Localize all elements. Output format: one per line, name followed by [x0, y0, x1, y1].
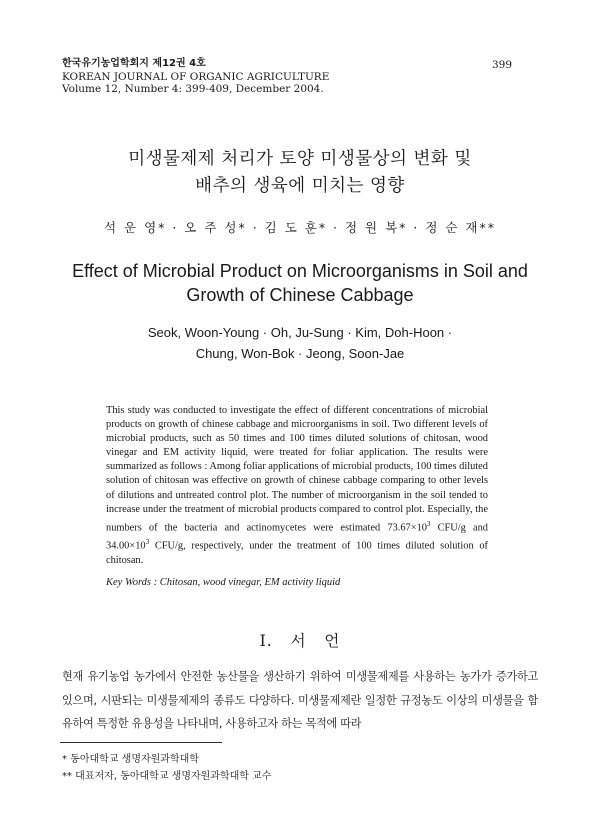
authors-english [0, 322, 600, 364]
abstract [106, 404, 488, 568]
abstract-sup2: 3 [145, 538, 150, 547]
abstract-part2: CFU/g and 34.00×10 [106, 522, 488, 552]
footnote-corresponding-author: ** 대표저자, 동아대학교 생명자원과학대학 교수 [62, 771, 272, 782]
title-korean-line2: 배추의 생육에 미치는 영향 [195, 176, 405, 196]
journal-volume-info: Volume 12, Number 4: 399-409, December 2004. [62, 83, 324, 95]
authors-english-line1: Seok, Woon-Young · Oh, Ju-Sung · Kim, Doh-Hoon · [147, 325, 453, 340]
journal-korean-name: 한국유기농업학회지 제12권 4호 [62, 58, 206, 69]
abstract-sup1: 3 [426, 519, 431, 528]
section-number: Ⅰ. [259, 632, 273, 650]
section-title: 서 언 [290, 632, 341, 650]
authors-english-line2: Chung, Won-Bok · Jeong, Soon-Jae [195, 346, 405, 361]
title-korean-line1: 미생물제제 처리가 토양 미생물상의 변화 및 [128, 149, 472, 169]
abstract-part1: This study was conducted to investigate the effect of different concentrations of microbial products on growth of chinese cabbage and microorganisms in soil. Two different levels of microbial products, such as 50 times and 100 times diluted solutions of chitosan, wood vinegar and EM activity liquid, were treated for foliar application. The results were summarized as follows : Among foliar applications of microbial products, 100 times diluted solution of chitosan was effective on growth of chinese cabbage comparing to other levels of dilutions and untreated control plot. The number of microorganism in the soil tended to increase under the treatment of microbial products compared to control plot. Especially, the numbers of the bacteria and actinomycetes were estimated 73.67×10 [106, 405, 488, 534]
title-english-line1: Effect of Microbial Product on Microorganisms in Soil and [72, 261, 528, 281]
journal-english-name: KOREAN JOURNAL OF ORGANIC AGRICULTURE [62, 70, 330, 83]
title-korean [0, 146, 600, 200]
body-paragraph: 현재 유기농업 농가에서 안전한 농산물을 생산하기 위하여 미생물제제를 사용하는 농가가 증가하고 있으며, 시판되는 미생물제제의 종류도 다양하다. 미생물제제란 일정한 규정농도 이상의 미생물을 함유하여 특정한 유용성을 나타내며, 사용하고자 하는 목적에 따라 [62, 670, 538, 730]
keywords: Key Words : Chitosan, wood vinegar, EM activity liquid [106, 577, 341, 588]
authors-korean: 석 운 영* · 오 주 성* · 김 도 훈* · 정 원 복* · 정 순 재** [103, 220, 497, 235]
page-number: 399 [491, 59, 512, 71]
title-english [0, 259, 600, 307]
footnote-affiliation: * 동아대학교 생명자원과학대학 [62, 754, 199, 765]
journal-header [62, 58, 329, 96]
abstract-part3: CFU/g, respectively, under the treatment of 100 times diluted solution of chitosan. [106, 540, 488, 566]
section-heading [0, 629, 600, 651]
footnote-divider [60, 742, 222, 743]
title-english-line2: Growth of Chinese Cabbage [186, 285, 414, 305]
